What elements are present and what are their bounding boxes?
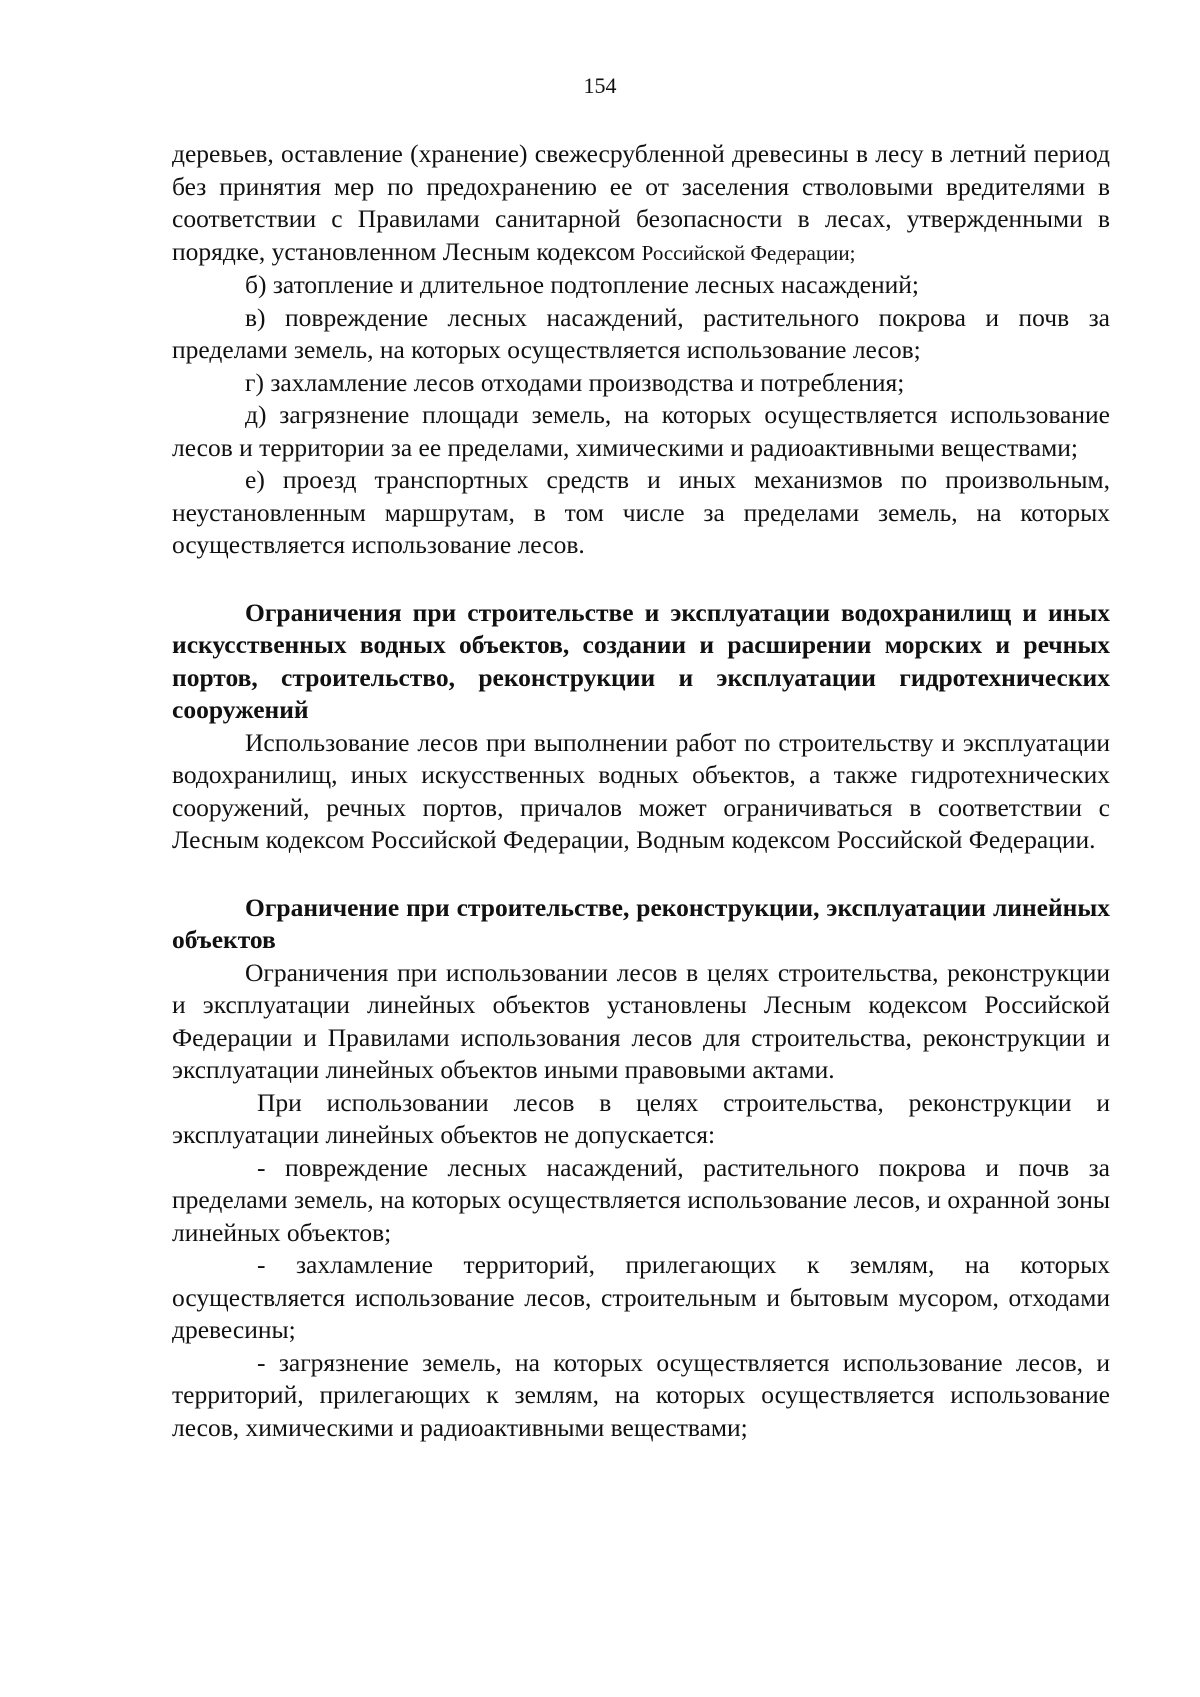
list-item-b: б) затопление и длительное подтопление лесных насаждений; bbox=[245, 270, 920, 299]
continued-paragraph-text: деревьев, оставление (хранение) свежесрубленной древесины в лесу в летний период без принятия мер по предохранению ее от заселения стволовыми вредителями в соответствии с Правилами санитарной безопасности в лесах, утвержденными в порядке, установленном Лесным кодексом bbox=[172, 139, 1110, 266]
continued-paragraph-tail: Российской Федерации; bbox=[641, 240, 856, 265]
page-number: 154 bbox=[583, 73, 617, 98]
list-item-d: д) загрязнение площади земель, на которых осуществляется использование лесов и территории за ее пределами, химическими и радиоактивными веществами; bbox=[172, 400, 1110, 462]
section-heading-linear-objects: Ограничение при строительстве, реконструкции, эксплуатации линейных объектов bbox=[172, 892, 1110, 954]
list-item-g: г) захламление лесов отходами производства и потребления; bbox=[245, 367, 905, 397]
section-body-linear-objects: Ограничения при использовании лесов в целях строительства, реконструкции и эксплуатации линейных объектов установлены Лесным кодексом Российской Федерации и Правилами использования лесов для строительства, реконструкции и эксплуатации линейных объектов иными правовыми актами. bbox=[172, 957, 1110, 1084]
list-item-e: е) проезд транспортных средств и иных механизмов по произвольным, неустановленным маршрутам, в том числе за пределами земель, на которых осуществляется использование лесов. bbox=[172, 465, 1110, 559]
section-body-not-allowed: При использовании лесов в целях строительства, реконструкции и эксплуатации линейных объектов не допускается: bbox=[172, 1087, 1110, 1149]
section-heading-reservoirs: Ограничения при строительстве и эксплуатации водохранилищ и иных искусственных водных объектов, создании и расширении морских и речных портов, строительство, реконструкции и эксплуатации гидротехнических сооружений bbox=[172, 597, 1110, 724]
section-gap bbox=[172, 562, 1110, 597]
document-body bbox=[172, 138, 1110, 1444]
list-item-v: в) повреждение лесных насаждений, растительного покрова и почв за пределами земель, на которых осуществляется использование лесов; bbox=[172, 302, 1110, 364]
dash-item-littering: - захламление территорий, прилегающих к землям, на которых осуществляется использование лесов, строительным и бытовым мусором, отходами древесины; bbox=[172, 1250, 1110, 1344]
dash-item-pollution: - загрязнение земель, на которых осуществляется использование лесов, и территорий, прилегающих к землям, на которых осуществляется использование лесов, химическими и радиоактивными веществами; bbox=[172, 1347, 1110, 1442]
section-body-reservoirs: Использование лесов при выполнении работ по строительству и эксплуатации водохранилищ, иных искусственных водных объектов, а также гидротехнических сооружений, речных портов, причалов может ограничиваться в соответствии с Лесным кодексом Российской Федерации, Водным кодексом Российской Федерации. bbox=[172, 727, 1110, 854]
dash-item-damage: - повреждение лесных насаждений, растительного покрова и почв за пределами земель, на которых осуществляется использование лесов, и охранной зоны линейных объектов; bbox=[172, 1152, 1110, 1247]
section-gap bbox=[172, 857, 1110, 892]
continued-paragraph bbox=[172, 138, 1110, 269]
